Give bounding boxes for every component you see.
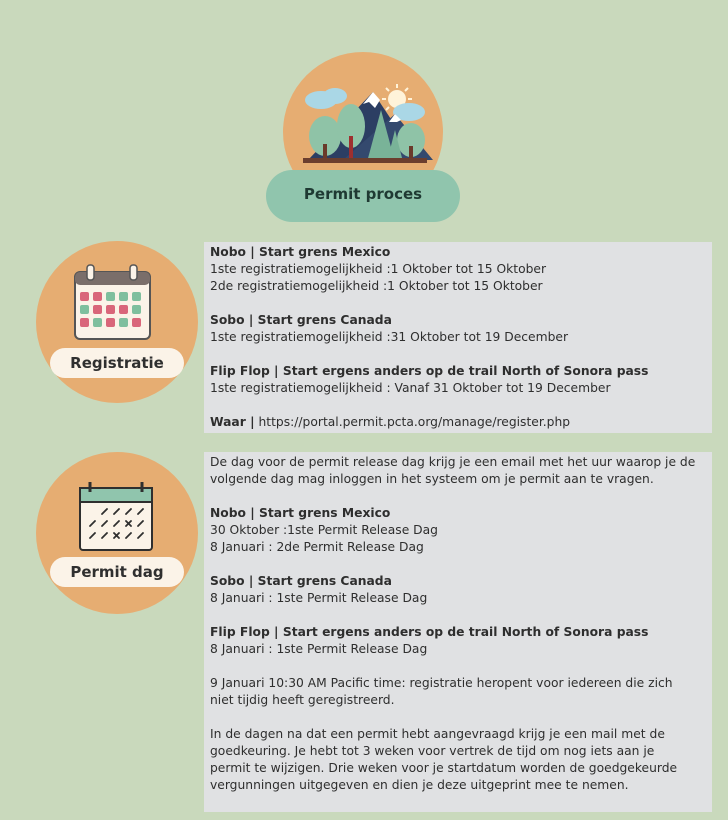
waar-label: Waar | bbox=[210, 415, 255, 429]
intro-line-2: volgende dag mag inloggen in het systeem om je permit aan te vragen. bbox=[210, 472, 654, 486]
registratie-panel bbox=[204, 242, 712, 433]
calendar-cross-icon bbox=[36, 452, 198, 614]
reopen-line-1: 9 Januari 10:30 AM Pacific time: registratie heropent voor iedereen die zich bbox=[210, 676, 673, 690]
intro-line-1: De dag voor de permit release dag krijg je een email met het uur waarop je de bbox=[210, 455, 696, 469]
registratie-badge bbox=[36, 241, 198, 403]
permitdag-badge bbox=[36, 452, 198, 614]
reopen-line-2: niet tijdig heeft geregistreerd. bbox=[210, 693, 395, 707]
after-line-4: vergunningen uitgegeven en dien je deze uitgeprint mee te nemen. bbox=[210, 778, 629, 792]
flipflop-line-1: 1ste registratiemogelijkheid : Vanaf 31 Oktober tot 19 December bbox=[210, 381, 611, 395]
register-url-link[interactable]: https://portal.permit.pcta.org/manage/register.php bbox=[258, 415, 571, 429]
after-line-2: goedkeuring. Je hebt tot 3 weken voor vertrek de tijd om nog iets aan je bbox=[210, 744, 655, 758]
sobo-line-1: 8 Januari : 1ste Permit Release Dag bbox=[210, 591, 428, 605]
after-line-3: permit te wijzigen. Drie weken voor je startdatum worden de goedgekeurde bbox=[210, 761, 678, 775]
sobo-title: Sobo | Start grens Canada bbox=[210, 574, 392, 588]
nobo-line-1: 30 Oktober :1ste Permit Release Dag bbox=[210, 523, 438, 537]
nobo-title: Nobo | Start grens Mexico bbox=[210, 506, 391, 520]
flipflop-line-1: 8 Januari : 1ste Permit Release Dag bbox=[210, 642, 428, 656]
registratie-label: Registratie bbox=[50, 348, 184, 378]
flipflop-title: Flip Flop | Start ergens anders op de trail North of Sonora pass bbox=[210, 625, 649, 639]
nobo-title: Nobo | Start grens Mexico bbox=[210, 245, 391, 259]
sobo-line-1: 1ste registratiemogelijkheid :31 Oktober tot 19 December bbox=[210, 330, 569, 344]
page-title: Permit proces bbox=[303, 185, 423, 203]
after-line-1: In de dagen na dat een permit hebt aangevraagd krijg je een mail met de bbox=[210, 727, 665, 741]
nobo-line-1: 1ste registratiemogelijkheid :1 Oktober tot 15 Oktober bbox=[210, 262, 547, 276]
hero-badge bbox=[266, 52, 460, 222]
nobo-line-2: 8 Januari : 2de Permit Release Dag bbox=[210, 540, 424, 554]
flipflop-title: Flip Flop | Start ergens anders op de trail North of Sonora pass bbox=[210, 364, 649, 378]
nobo-line-2: 2de registratiemogelijkheid :1 Oktober tot 15 Oktober bbox=[210, 279, 543, 293]
permitdag-label: Permit dag bbox=[50, 557, 184, 587]
sobo-title: Sobo | Start grens Canada bbox=[210, 313, 392, 327]
permitdag-panel bbox=[204, 452, 712, 812]
calendar-icon bbox=[36, 241, 198, 403]
